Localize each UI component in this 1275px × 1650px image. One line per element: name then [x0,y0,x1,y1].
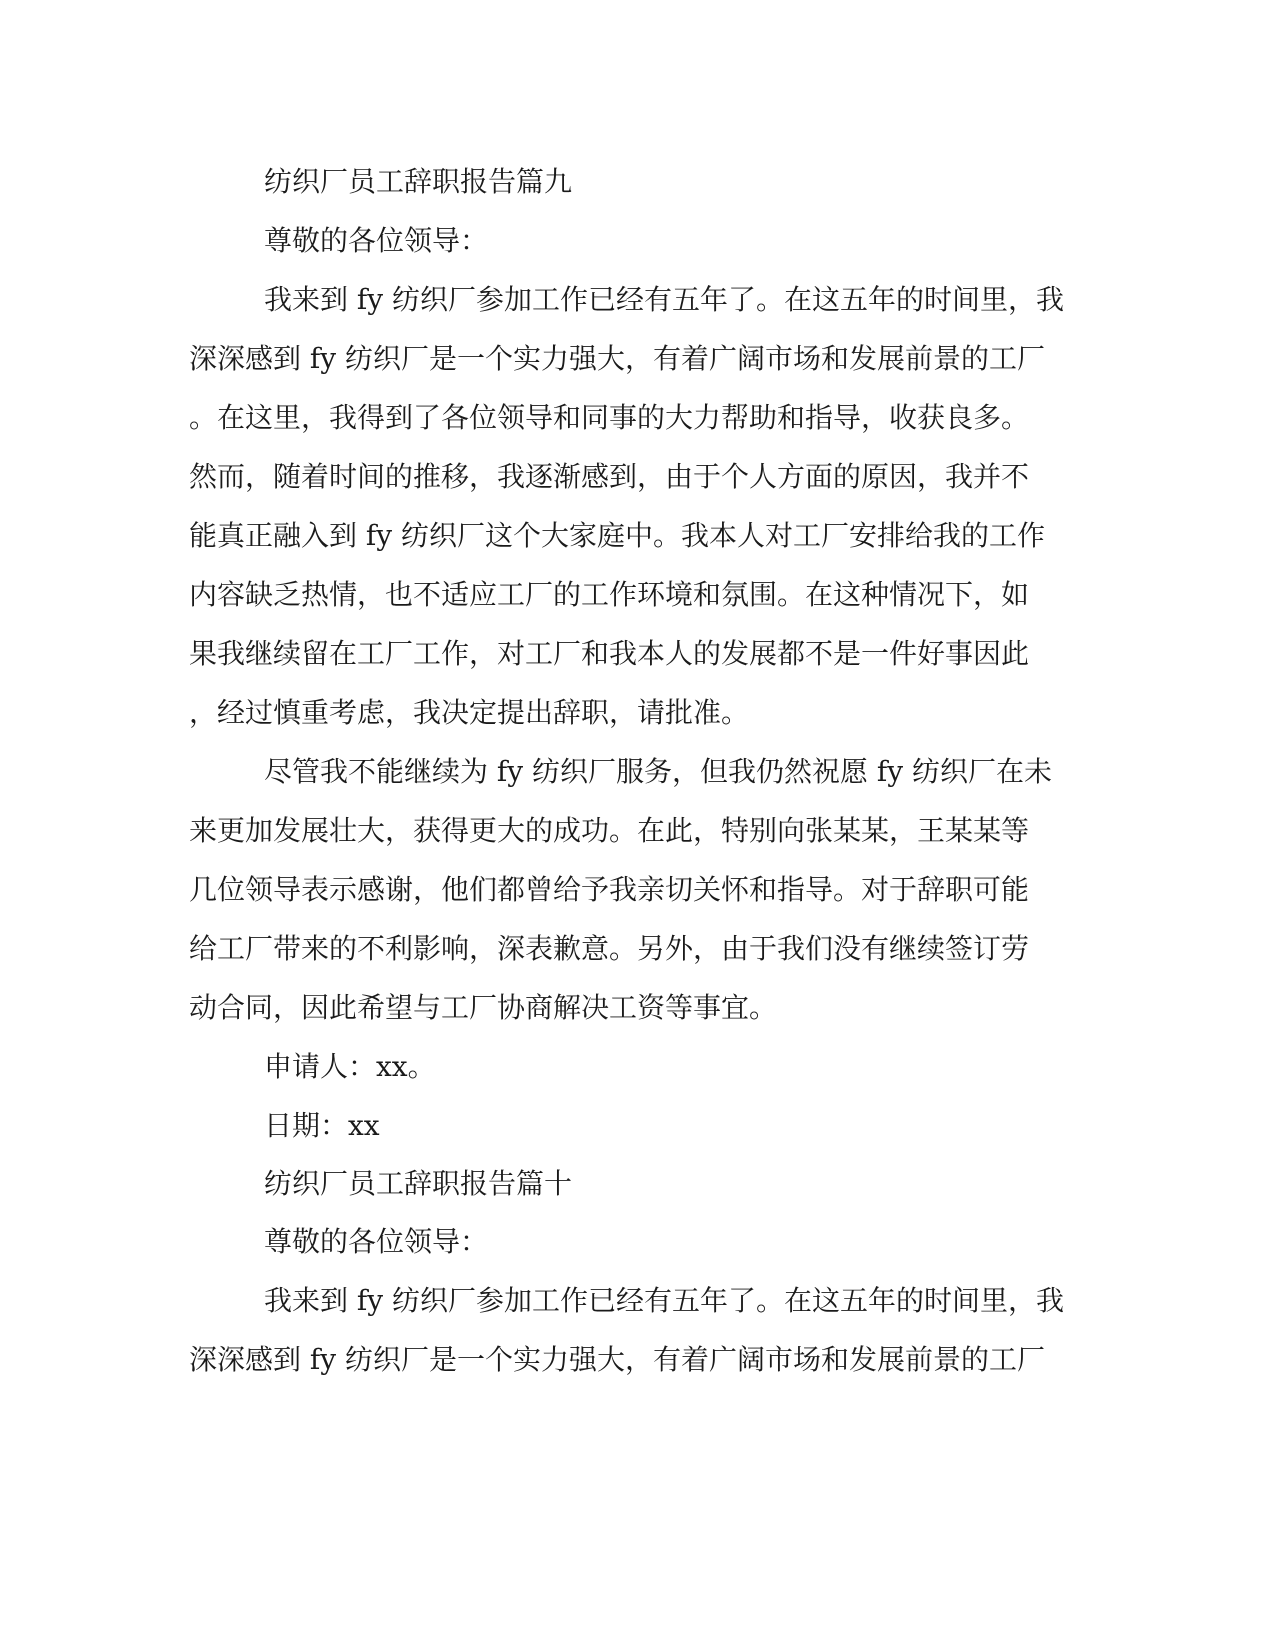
paragraph-line: 深深感到 fy 纺织厂是一个实力强大，有着广阔市场和发展前景的工厂 [189,342,1045,375]
date-line: 日期：xx [264,1109,380,1142]
paragraph-line: 。在这里，我得到了各位领导和同事的大力帮助和指导，收获良多。 [189,401,1030,434]
salutation: 尊敬的各位领导： [264,1225,489,1258]
paragraph-line: 几位领导表示感谢，他们都曾给予我亲切关怀和指导。对于辞职可能 [189,873,1030,906]
paragraph-line: 内容缺乏热情，也不适应工厂的工作环境和氛围。在这种情况下，如 [189,578,1030,611]
salutation: 尊敬的各位领导： [264,224,489,257]
section-title: 纺织厂员工辞职报告篇十 [264,1167,573,1200]
paragraph-line: 尽管我不能继续为 fy 纺织厂服务，但我仍然祝愿 fy 纺织厂在未 [264,755,1052,788]
paragraph-line: 然而，随着时间的推移，我逐渐感到，由于个人方面的原因，我并不 [189,460,1030,493]
paragraph-line: 我来到 fy 纺织厂参加工作已经有五年了。在这五年的时间里，我 [264,283,1064,316]
applicant-line: 申请人：xx。 [264,1050,436,1083]
paragraph-line: 果我继续留在工厂工作，对工厂和我本人的发展都不是一件好事因此 [189,637,1030,670]
paragraph-line: ，经过慎重考虑，我决定提出辞职，请批准。 [189,696,750,729]
paragraph-line: 深深感到 fy 纺织厂是一个实力强大，有着广阔市场和发展前景的工厂 [189,1343,1045,1376]
paragraph-line: 我来到 fy 纺织厂参加工作已经有五年了。在这五年的时间里，我 [264,1284,1064,1317]
section-title: 纺织厂员工辞职报告篇九 [264,165,573,198]
paragraph-line: 动合同，因此希望与工厂协商解决工资等事宜。 [189,991,778,1024]
paragraph-line: 能真正融入到 fy 纺织厂这个大家庭中。我本人对工厂安排给我的工作 [189,519,1045,552]
paragraph-line: 来更加发展壮大，获得更大的成功。在此，特别向张某某，王某某等 [189,814,1030,847]
paragraph-line: 给工厂带来的不利影响，深表歉意。另外，由于我们没有继续签订劳 [189,932,1030,965]
